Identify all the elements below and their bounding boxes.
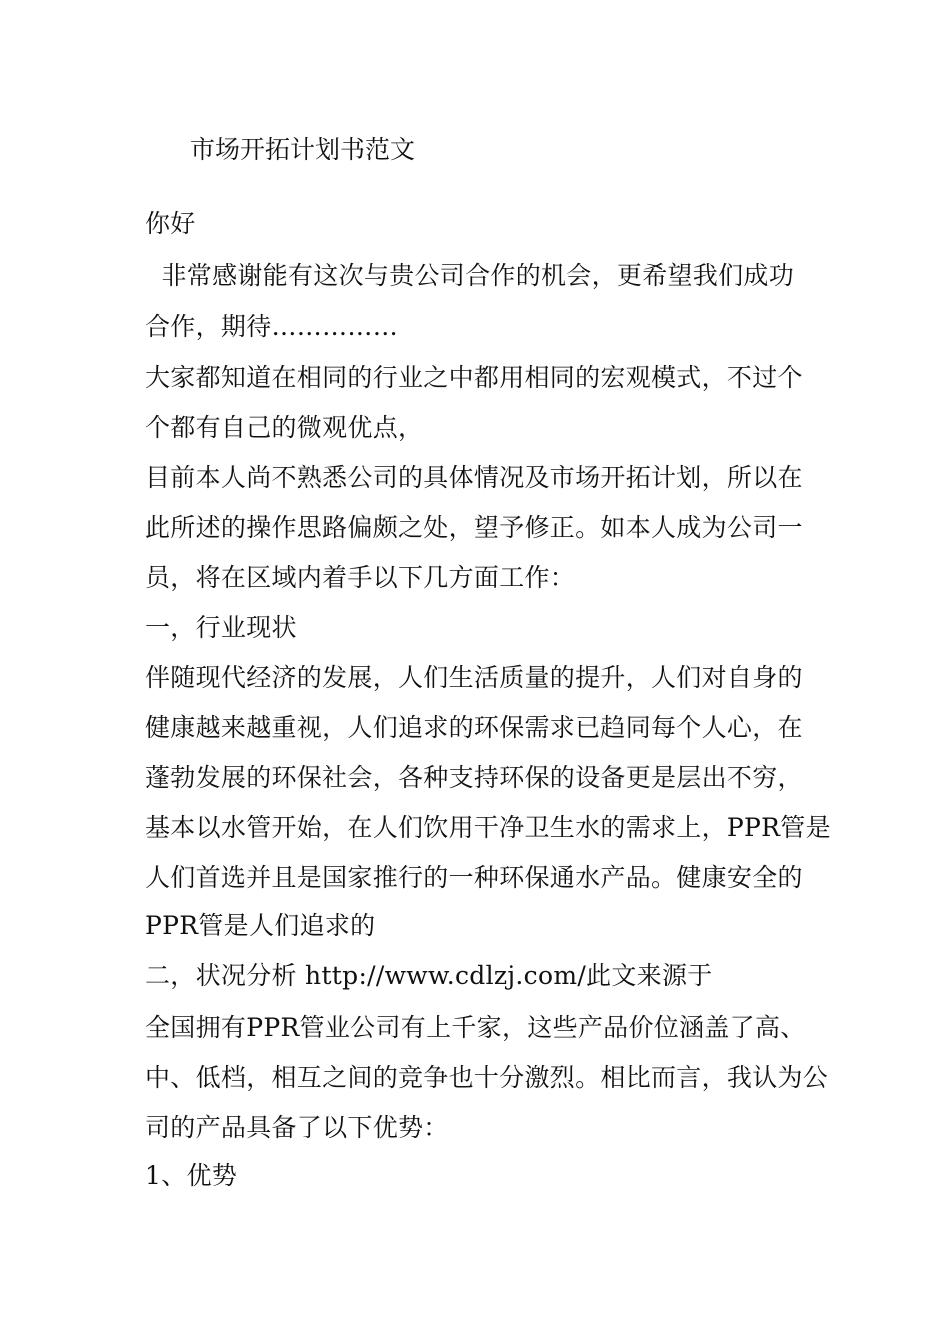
text-line: 合作，期待…………… — [145, 312, 399, 341]
text-line: 全国拥有PPR管业公司有上千家，这些产品价位涵盖了高、 — [145, 1013, 806, 1042]
text-line: 个都有自己的微观优点， — [145, 413, 424, 442]
section-heading: 一，行业现状 — [145, 613, 297, 642]
text-line: 中、低档，相互之间的竞争也十分激烈。相比而言，我认为公 — [145, 1063, 829, 1092]
text-line: 人们首选并且是国家推行的一种环保通水产品。健康安全的 — [145, 863, 803, 892]
text-line: 健康越来越重视，人们追求的环保需求已趋同每个人心，在 — [145, 713, 803, 742]
text-line: 员，将在区域内着手以下几方面工作： — [145, 563, 576, 592]
text-line: 非常感谢能有这次与贵公司合作的机会，更希望我们成功 — [145, 261, 794, 290]
document-title: 市场开拓计划书范文 — [190, 135, 416, 164]
text-line: 蓬勃发展的环保社会，各种支持环保的设备更是层出不穷， — [145, 763, 803, 792]
text-line: 你好 — [145, 209, 196, 238]
text-line: 大家都知道在相同的行业之中都用相同的宏观模式，不过个 — [145, 363, 803, 392]
text-line: PPR管是人们追求的 — [145, 911, 376, 940]
text-line: 目前本人尚不熟悉公司的具体情况及市场开拓计划，所以在 — [145, 463, 803, 492]
section-heading: 二，状况分析 http://www.cdlzj.com/此文来源于 — [145, 961, 713, 990]
section-heading: 1、优势 — [145, 1161, 238, 1190]
text-line: 基本以水管开始，在人们饮用干净卫生水的需求上，PPR管是 — [145, 813, 831, 842]
text-line: 此所述的操作思路偏颇之处，望予修正。如本人成为公司一 — [145, 513, 803, 542]
text-line: 伴随现代经济的发展，人们生活质量的提升，人们对自身的 — [145, 663, 803, 692]
text-line: 司的产品具备了以下优势： — [145, 1113, 449, 1142]
